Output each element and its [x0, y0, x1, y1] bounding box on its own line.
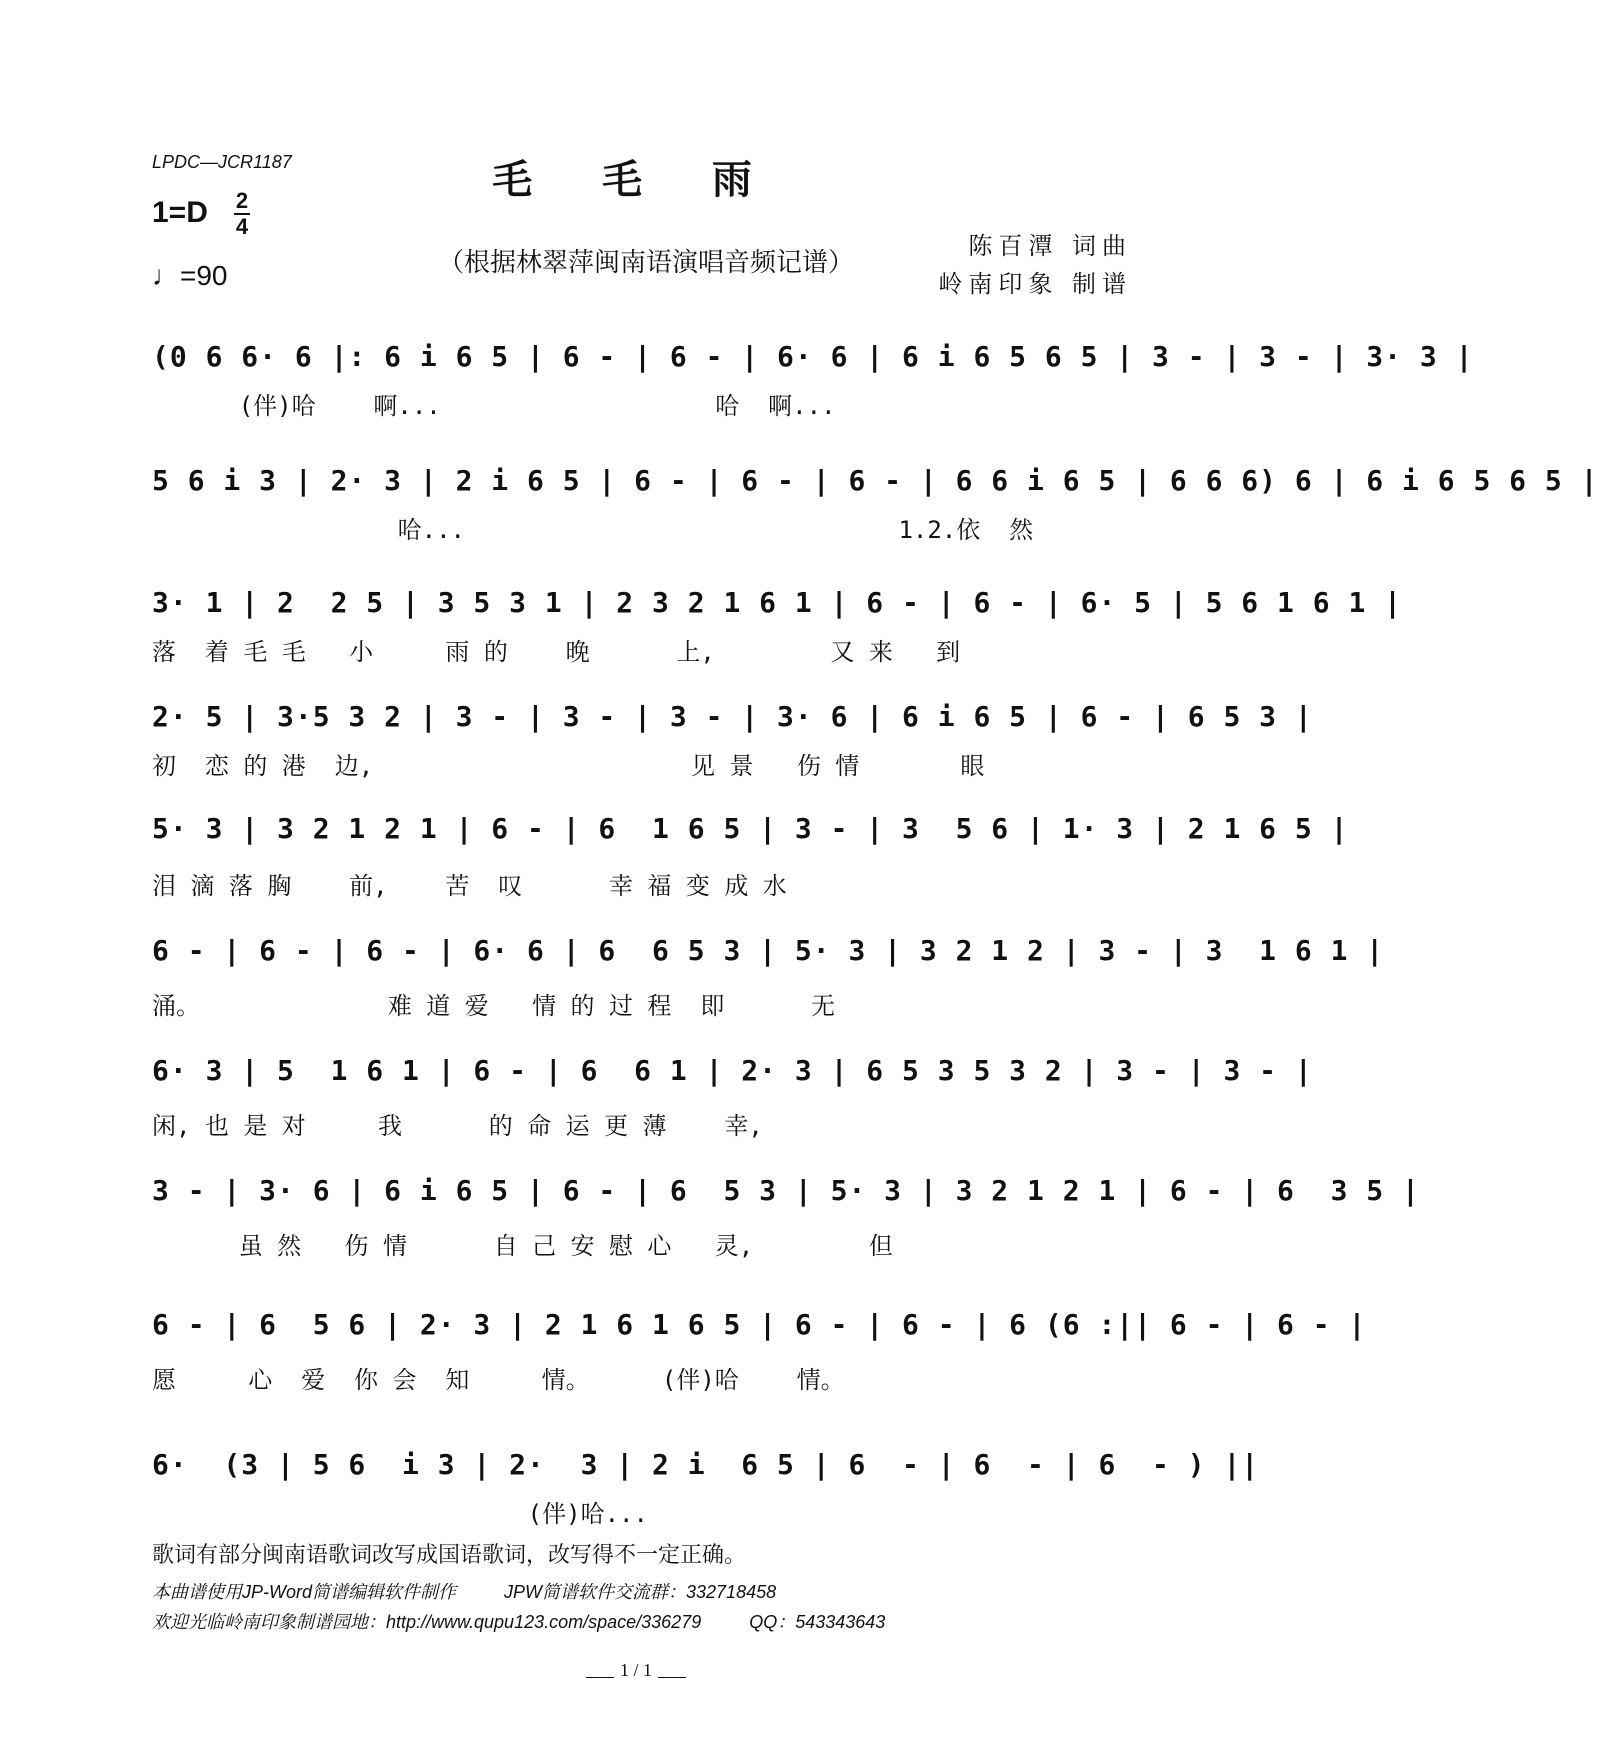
score-line-6: 6 - | 6 - | 6 - | 6· 6 | 6 6 5 3 | 5· 3 | 3 2 1 2 | 3 - | 3 1 6 1 | — [152, 934, 1385, 967]
lyric-line-10: (伴)哈... — [152, 1500, 648, 1528]
meter-bottom: 4 — [235, 214, 249, 239]
software-credit: 本曲谱使用JP-Word简谱编辑软件制作 — [152, 1582, 457, 1602]
score-line-8: 3 - | 3· 6 | 6 i 6 5 | 6 - | 6 5 3 | 5· 3 | 3 2 1 2 1 | 6 - | 6 3 5 | — [152, 1174, 1420, 1207]
qq-number: QQ：543343643 — [749, 1612, 886, 1632]
credit-arranger: 岭南印象 制谱 — [938, 270, 1132, 298]
site-info — [152, 1608, 933, 1634]
lyric-line-7: 闲, 也 是 对 我 的 命 运 更 薄 幸, — [152, 1112, 763, 1140]
lyric-line-1: (伴)哈 啊... 哈 啊... — [152, 392, 836, 420]
lyric-line-2: 哈... 1.2.依 然 — [152, 516, 1034, 544]
tempo-value: =90 — [180, 260, 228, 291]
quarter-note-icon: ♩ — [152, 260, 180, 291]
lyric-line-8: 虽 然 伤 情 自 己 安 慰 心 灵, 但 — [152, 1232, 893, 1260]
credit-lyrics-music: 陈百潭 词曲 — [968, 232, 1132, 260]
score-code: LPDC—JCR1187 — [152, 152, 292, 172]
software-info — [152, 1578, 824, 1604]
score-line-2: 5 6 i 3 | 2· 3 | 2 i 6 5 | 6 - | 6 - | 6 - | 6 6 i 6 5 | 6 6 6) 6 | 6 i 6 5 6 5 | — [152, 464, 1598, 497]
time-signature — [234, 190, 250, 238]
lyric-line-6: 涌。 难 道 爱 情 的 过 程 即 无 — [152, 992, 836, 1020]
score-line-10: 6· (3 | 5 6 i 3 | 2· 3 | 2 i 6 5 | 6 - | 6 - | 6 - ) || — [152, 1448, 1260, 1481]
score-line-4: 2· 5 | 3·5 3 2 | 3 - | 3 - | 3 - | 3· 6 | 6 i 6 5 | 6 - | 6 5 3 | — [152, 700, 1313, 733]
lyric-line-4: 初 恋 的 港 边, 见 景 伤 情 眼 — [152, 752, 985, 780]
lyric-line-5: 泪 滴 落 胸 前, 苦 叹 幸 福 变 成 水 — [152, 872, 787, 900]
page-number: 1 / 1 — [0, 1660, 1272, 1681]
key-signature: 1=D — [152, 196, 208, 229]
lyric-line-3: 落 着 毛 毛 小 雨 的 晚 上, 又 来 到 — [152, 638, 961, 666]
site-address: 欢迎光临岭南印象制谱园地：http://www.qupu123.com/space/336279 — [152, 1612, 702, 1632]
meter-top: 2 — [235, 188, 249, 213]
score-line-1: (0 6 6· 6 |: 6 i 6 5 | 6 - | 6 - | 6· 6 | 6 i 6 5 6 5 | 3 - | 3 - | 3· 3 | — [152, 340, 1474, 373]
group-number: JPW简谱软件交流群：332718458 — [504, 1582, 777, 1602]
lyric-line-9: 愿 心 爱 你 会 知 情。 (伴)哈 情。 — [152, 1366, 845, 1394]
score-line-9: 6 - | 6 5 6 | 2· 3 | 2 1 6 1 6 5 | 6 - | 6 - | 6 (6 :|| 6 - | 6 - | — [152, 1308, 1367, 1341]
score-line-7: 6· 3 | 5 1 6 1 | 6 - | 6 6 1 | 2· 3 | 6 5 3 5 3 2 | 3 - | 3 - | — [152, 1054, 1313, 1087]
score-line-5: 5· 3 | 3 2 1 2 1 | 6 - | 6 1 6 5 | 3 - | 3 5 6 | 1· 3 | 2 1 6 5 | — [152, 812, 1349, 845]
lyrics-note: 歌词有部分闽南语歌词改写成国语歌词，改写得不一定正确。 — [152, 1542, 747, 1567]
subtitle: （根据林翠萍闽南语演唱音频记谱） — [437, 248, 854, 278]
song-title: 毛 毛 雨 — [492, 156, 780, 203]
score-line-3: 3· 1 | 2 2 5 | 3 5 3 1 | 2 3 2 1 6 1 | 6 - | 6 - | 6· 5 | 5 6 1 6 1 | — [152, 586, 1403, 619]
